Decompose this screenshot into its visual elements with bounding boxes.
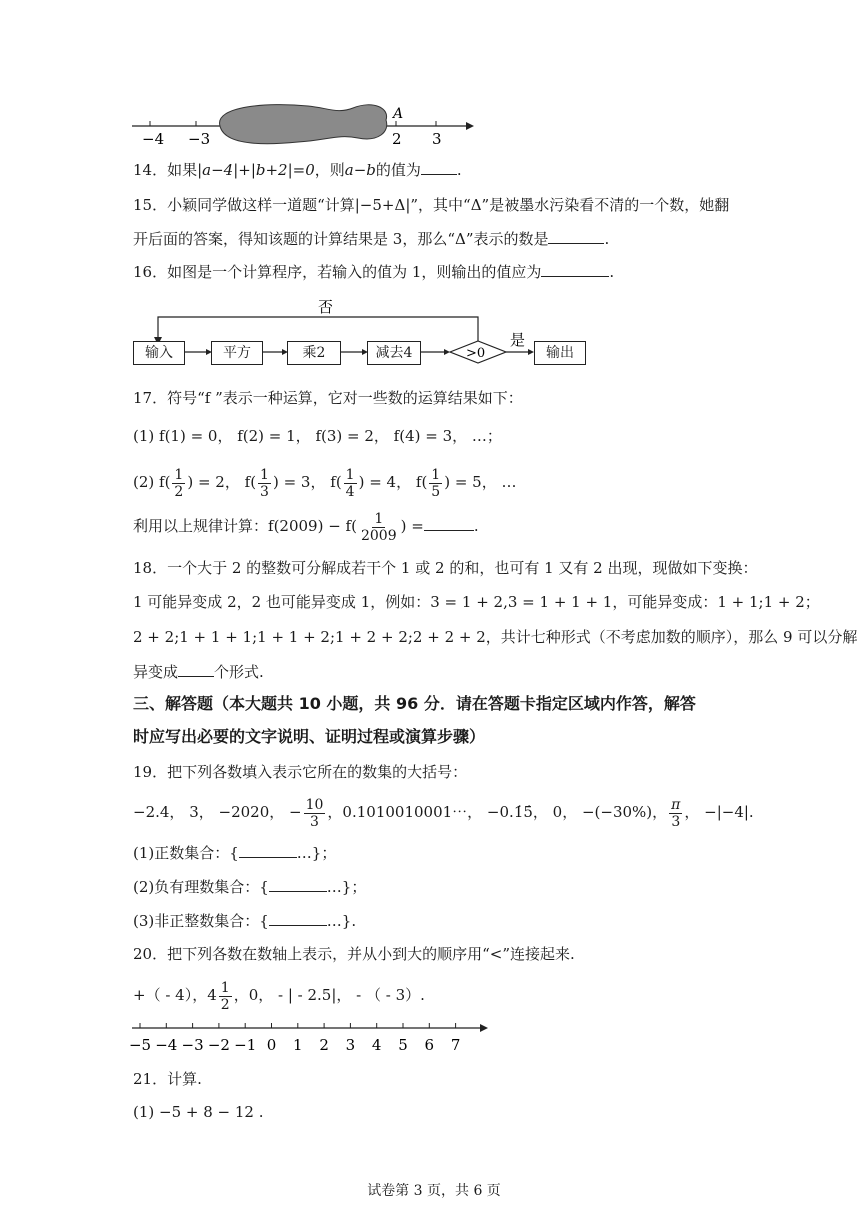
question-17-row1: (1) f(1) = 0， f(2) = 1， f(3) = 2， f(4) = 3， …； — [133, 427, 502, 445]
answer-blank — [239, 843, 297, 858]
question-20-intro: 20．把下列各数在数轴上表示，并从小到大的顺序用“<”连接起来. — [133, 945, 575, 963]
answer-blank — [548, 229, 604, 244]
question-14: 14．如果|a−4|+|b+2|=0，则a−b的值为 . — [133, 161, 462, 179]
axis-tick-label: −3 — [181, 1036, 204, 1054]
tick-label: −4 — [142, 130, 165, 148]
answer-blank — [178, 662, 214, 677]
question-18-line2: 1 可能异变成 2，2 也可能异变成 1，例如：3 = 1 + 2,3 = 1 + 1 + 1，可能异变成：1 + 1;1 + 2； — [133, 593, 820, 611]
axis-tick-label: 5 — [398, 1036, 408, 1054]
flow-box-subtract: 减去4 — [367, 341, 421, 365]
axis-tick-label: 4 — [371, 1036, 382, 1054]
flow-box-multiply: 乘2 — [287, 341, 341, 365]
question-21-intro: 21．计算. — [133, 1070, 202, 1088]
section-heading-line1: 三、解答题（本大题共 10 小题，共 96 分．请在答题卡指定区域内作答，解答 — [133, 694, 696, 713]
page-footer: 试卷第 3 页，共 6 页 — [367, 1183, 501, 1199]
question-17-row2: (2) f( $\frac{1}{2}$ ) = 2， f( $\frac{1}{3}$ ) = 3， f( $\frac{1}{4}$ ) = 4， f( $\frac{1}{5}$ ) = 5， … — [133, 466, 517, 500]
answer-blank — [421, 160, 457, 175]
no-label: 否 — [318, 298, 334, 316]
answer-number-line — [128, 1016, 498, 1058]
axis-tick-label: 6 — [424, 1036, 435, 1054]
question-21-item1: (1) −5 + 8 − 12 . — [133, 1103, 264, 1121]
top-number-line — [128, 100, 478, 150]
question-18-line3: 2 + 2;1 + 1 + 1;1 + 1 + 2;1 + 2 + 2;2 + 2 + 2，共计七种形式（不考虑加数的顺序），那么 9 可以分解 — [133, 628, 858, 646]
question-17-calc: 利用以上规律计算：f(2009) − f( $\frac{1}{2009}$ ) = . — [133, 510, 479, 544]
question-19-set3: (3)非正整数集合：{ …}. — [133, 912, 357, 930]
question-19-set1: (1)正数集合：{ …}； — [133, 844, 337, 862]
tick-label: −3 — [188, 130, 211, 148]
axis-tick-label: 2 — [319, 1036, 329, 1054]
question-16: 16．如图是一个计算程序，若输入的值为 1，则输出的值应为 . — [133, 263, 615, 281]
flow-box-input: 输入 — [133, 341, 185, 365]
answer-blank — [269, 877, 327, 892]
axis-tick-label: −4 — [155, 1036, 178, 1054]
flowchart-arrows — [130, 295, 600, 375]
flow-box-square: 平方 — [211, 341, 263, 365]
answer-blank — [424, 516, 474, 531]
question-19-numbers: −2.4， 3， −2020， − $\frac{10}{3}$ ，0.1010010001⋯， −0.1̇5̇， 0， −(−30%)， $\frac{\pi}{3}$ ， −|−4|. — [133, 796, 754, 830]
section-heading-line2: 时应写出必要的文字说明、证明过程或演算步骤） — [133, 727, 486, 746]
answer-blank — [269, 911, 327, 926]
question-17-intro: 17．符号“f ”表示一种运算，它对一些数的运算结果如下： — [133, 389, 523, 407]
condition-label: >0 — [466, 346, 486, 361]
axis-tick-label: 1 — [293, 1036, 303, 1054]
axis-tick-label: 3 — [345, 1036, 356, 1054]
question-20-numbers: +（ - 4），4 $\frac{1}{2}$ ，0， - | - 2.5|， - （ - 3）. — [133, 979, 425, 1013]
point-label: A — [393, 106, 404, 122]
yes-label: 是 — [510, 331, 526, 349]
axis-tick-label: −1 — [234, 1036, 257, 1054]
question-18-line1: 18．一个大于 2 的整数可分解成若干个 1 或 2 的和，也可有 1 又有 2 出现，现做如下变换： — [133, 559, 758, 577]
ink-blot — [220, 105, 387, 144]
tick-label: 2 — [392, 130, 402, 148]
question-19-set2: (2)负有理数集合：{ …}； — [133, 878, 367, 896]
axis-tick-label: 7 — [450, 1036, 461, 1054]
question-18-line4: 异变成 个形式. — [133, 663, 264, 681]
flow-box-output: 输出 — [534, 341, 586, 365]
axis-tick-label: −5 — [128, 1036, 152, 1054]
tick-label: 3 — [432, 130, 442, 148]
question-15-line1: 15．小颖同学做这样一道题“计算|−5+Δ|”，其中“Δ”是被墨水污染看不清的一个数，她翻 — [133, 196, 730, 214]
question-19-intro: 19．把下列各数填入表示它所在的数集的大括号： — [133, 763, 468, 781]
axis-tick-label: −2 — [207, 1036, 230, 1054]
axis-tick-label: 0 — [266, 1036, 277, 1054]
answer-blank — [541, 262, 609, 277]
question-15-line2: 开后面的答案，得知该题的计算结果是 3，那么“Δ”表示的数是 . — [133, 230, 610, 248]
